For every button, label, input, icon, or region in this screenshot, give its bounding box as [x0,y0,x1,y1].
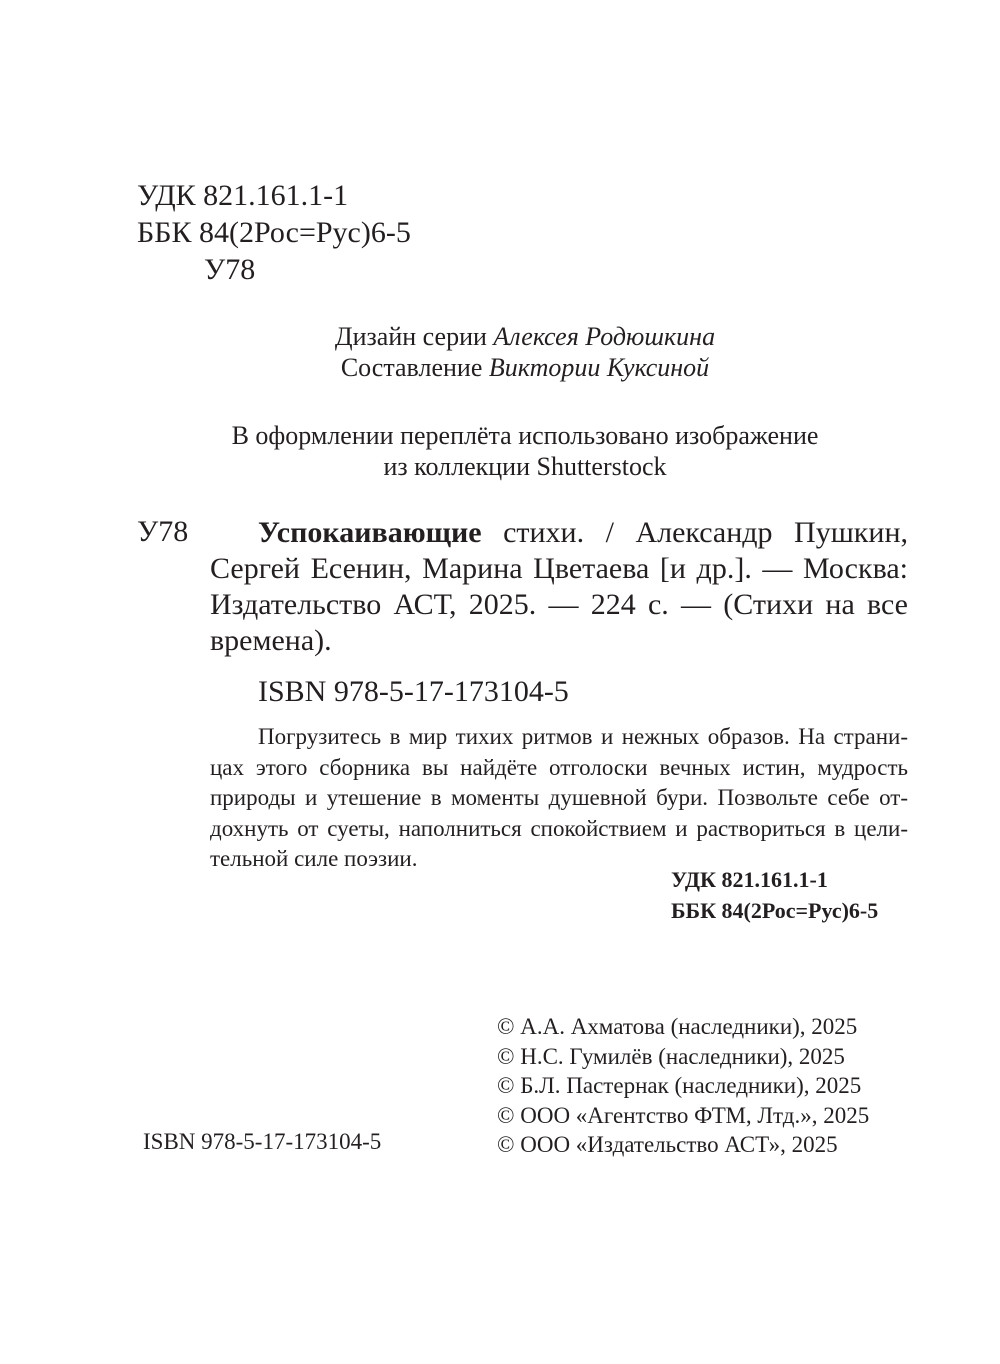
isbn-main: ISBN 978-5-17-173104-5 [258,675,569,708]
bibliographic-description [210,515,908,659]
udk-code: УДК 821.161.1-1 [137,179,349,212]
bibliographic-rest: стихи. / Александр Пушкин, Сергей Есенин, Марина Цветаева [и др.]. — Москва: Издательство АСТ, 2025. — 224 с. — (Стихи на все времена). [210,516,908,657]
author-code: У78 [204,253,256,286]
isbn-bottom: ISBN 978-5-17-173104-5 [143,1129,382,1154]
book-title-bold: Успокаивающие [258,516,482,549]
copyright-list [497,1012,869,1160]
compiler-name: Виктории Куксиной [488,353,710,382]
bbk-code: ББК 84(2Рос=Рус)6-5 [137,216,411,249]
cover-note-line-2: из коллекции Shutterstock [383,452,667,481]
annotation: Погрузитесь в мир тихих ритмов и нежных образов. На страницах этого сборника вы найдёте отголоски вечных истин, мудрость природы и утешение в моменты душевной бури. Позвольте себе отдохнуть от суеты, наполниться спокойствием и раствориться в целительной силе поэзии. [210,724,908,871]
copyright-line: © ООО «Агентство ФТМ, Лтд.», 2025 [497,1102,870,1128]
compiled-credit: Составление Виктории Куксиной [340,353,710,382]
copyright-line: © Б.Л. Пастернак (наследники), 2025 [497,1073,862,1098]
bib-author-code: У78 [137,515,189,548]
cover-note [0,420,1000,482]
classification-block [671,864,878,926]
designer-name: Алексея Родюшкина [493,322,716,351]
cover-note-line-1: В оформлении переплёта использовано изображение [231,421,819,450]
design-credit: Дизайн серии Алексея Родюшкина [334,322,716,351]
credits [0,321,1000,383]
classification-udk: УДК 821.161.1-1 [671,867,828,892]
copyright-line: © Н.С. Гумилёв (наследники), 2025 [497,1043,845,1069]
copyright-line: © ООО «Издательство АСТ», 2025 [497,1132,838,1157]
classification-bbk: ББК 84(2Рос=Рус)6-5 [671,898,879,923]
copyright-line: © А.А. Ахматова (наследники), 2025 [497,1014,858,1039]
